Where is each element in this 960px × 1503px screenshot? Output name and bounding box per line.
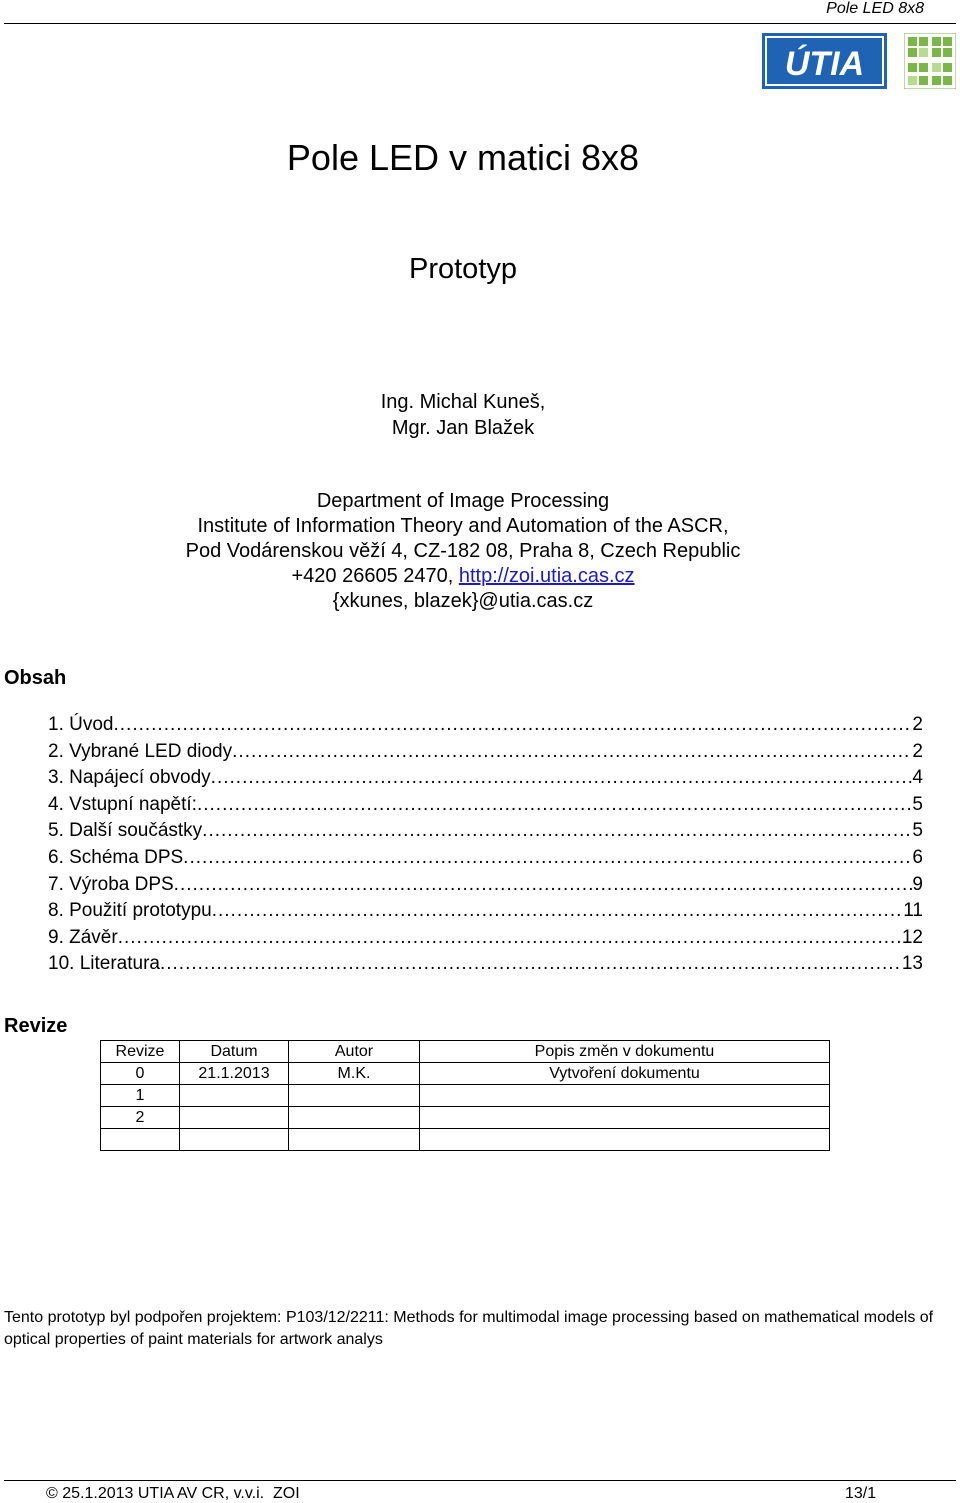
- toc-item-page: 9: [912, 873, 923, 895]
- address: Pod Vodárenskou věží 4, CZ-182 08, Praha 8, Czech Republic: [185, 540, 741, 562]
- toc-item-title: 5. Další součástky: [48, 820, 203, 842]
- affiliation: [0, 489, 926, 614]
- footer-rule: [4, 1480, 956, 1481]
- toc-item-title: 8. Použití prototypu: [48, 900, 212, 922]
- table-cell: [420, 1107, 830, 1129]
- toc-item-title: 6. Schéma DPS: [48, 846, 184, 868]
- toc-leader: [197, 794, 912, 816]
- phone: +420 26605 2470,: [291, 565, 459, 587]
- table-row: [101, 1085, 830, 1107]
- running-header: Pole LED 8x8: [826, 0, 924, 17]
- toc-leader: [174, 874, 913, 896]
- toc-item-page: 5: [912, 820, 923, 842]
- toc-leader: [118, 927, 902, 949]
- toc-item-page: 12: [901, 926, 923, 948]
- table-header-row: [101, 1041, 830, 1063]
- table-cell: [420, 1129, 830, 1151]
- toc-item[interactable]: [48, 714, 923, 741]
- toc-item[interactable]: [48, 927, 923, 954]
- table-of-contents: [48, 714, 923, 980]
- table-cell: 1: [101, 1085, 180, 1107]
- toc-item[interactable]: [48, 874, 923, 901]
- toc-item[interactable]: [48, 820, 923, 847]
- toc-item-page: 2: [912, 714, 923, 735]
- toc-item[interactable]: [48, 767, 923, 794]
- table-row: [101, 1063, 830, 1085]
- toc-item-page: 2: [912, 740, 923, 762]
- funding-note: Tento prototyp byl podpořen projektem: P103/12/2211: Methods for multimodal image processing based on mathematical models of optical properties of paint materials for artwork analys: [4, 1309, 934, 1348]
- toc-heading: Obsah: [4, 667, 67, 689]
- header-rule: [4, 23, 956, 24]
- column-header: Datum: [180, 1041, 289, 1063]
- contact-line: [0, 564, 926, 589]
- toc-item[interactable]: [48, 900, 923, 927]
- toc-leader: [232, 741, 912, 763]
- department: Department of Image Processing: [316, 490, 610, 512]
- toc-item-title: 10. Literatura: [48, 953, 160, 975]
- email: {xkunes, blazek}@utia.cas.cz: [332, 590, 594, 612]
- table-cell: [289, 1107, 420, 1129]
- toc-item[interactable]: [48, 953, 923, 980]
- table-row: [101, 1129, 830, 1151]
- column-header: Revize: [101, 1041, 180, 1063]
- toc-item-title: 3. Napájecí obvody: [48, 767, 211, 789]
- page-number: 13/1: [845, 1485, 877, 1502]
- table-cell: [180, 1107, 289, 1129]
- revisions-heading: Revize: [4, 1015, 68, 1037]
- column-header: Autor: [289, 1041, 420, 1063]
- table-cell: [289, 1085, 420, 1107]
- table-cell: [289, 1129, 420, 1151]
- toc-leader: [113, 714, 912, 736]
- zoi-logo: [904, 33, 956, 89]
- toc-item-title: 1. Úvod: [48, 714, 114, 735]
- column-header: Popis změn v dokumentu: [420, 1041, 830, 1063]
- toc-leader: [183, 847, 912, 869]
- toc-item[interactable]: [48, 741, 923, 768]
- toc-leader: [160, 953, 902, 975]
- table-cell: [180, 1129, 289, 1151]
- toc-leader: [211, 767, 913, 789]
- toc-item-title: 4. Vstupní napětí:: [48, 793, 197, 815]
- table-cell: M.K.: [289, 1063, 420, 1085]
- table-row: [101, 1107, 830, 1129]
- toc-item-title: 2. Vybrané LED diody: [48, 740, 233, 762]
- toc-item[interactable]: [48, 794, 923, 821]
- revisions-table: [100, 1040, 830, 1151]
- toc-item[interactable]: [48, 847, 923, 874]
- table-cell: 0: [101, 1063, 180, 1085]
- toc-leader: [212, 900, 904, 922]
- toc-item-page: 11: [903, 900, 923, 922]
- table-cell: 2: [101, 1107, 180, 1129]
- toc-leader: [202, 820, 912, 842]
- toc-item-page: 5: [912, 793, 923, 815]
- toc-item-page: 4: [912, 767, 923, 789]
- author-2: Mgr. Jan Blažek: [391, 417, 535, 439]
- institute: Institute of Information Theory and Automation of the ASCR,: [197, 515, 729, 537]
- author-1: Ing. Michal Kuneš,: [380, 391, 546, 413]
- utia-logo: [762, 33, 887, 89]
- toc-item-page: 6: [912, 846, 923, 868]
- document-title: Pole LED v matici 8x8: [286, 137, 640, 178]
- table-cell: [180, 1085, 289, 1107]
- table-cell: 21.1.2013: [180, 1063, 289, 1085]
- utia-logo-text: ÚTIA: [784, 45, 865, 83]
- footer-copyright: © 25.1.2013 UTIA AV CR, v.v.i. ZOI: [46, 1485, 300, 1502]
- toc-item-page: 13: [901, 953, 923, 975]
- table-cell: [420, 1085, 830, 1107]
- document-subtitle: Prototyp: [409, 253, 517, 285]
- toc-item-title: 9. Závěr: [48, 926, 118, 948]
- toc-item-title: 7. Výroba DPS: [48, 873, 174, 895]
- table-cell: Vytvoření dokumentu: [420, 1063, 830, 1085]
- website-link[interactable]: http://zoi.utia.cas.cz: [458, 565, 635, 587]
- authors: [0, 389, 926, 441]
- table-cell: [101, 1129, 180, 1151]
